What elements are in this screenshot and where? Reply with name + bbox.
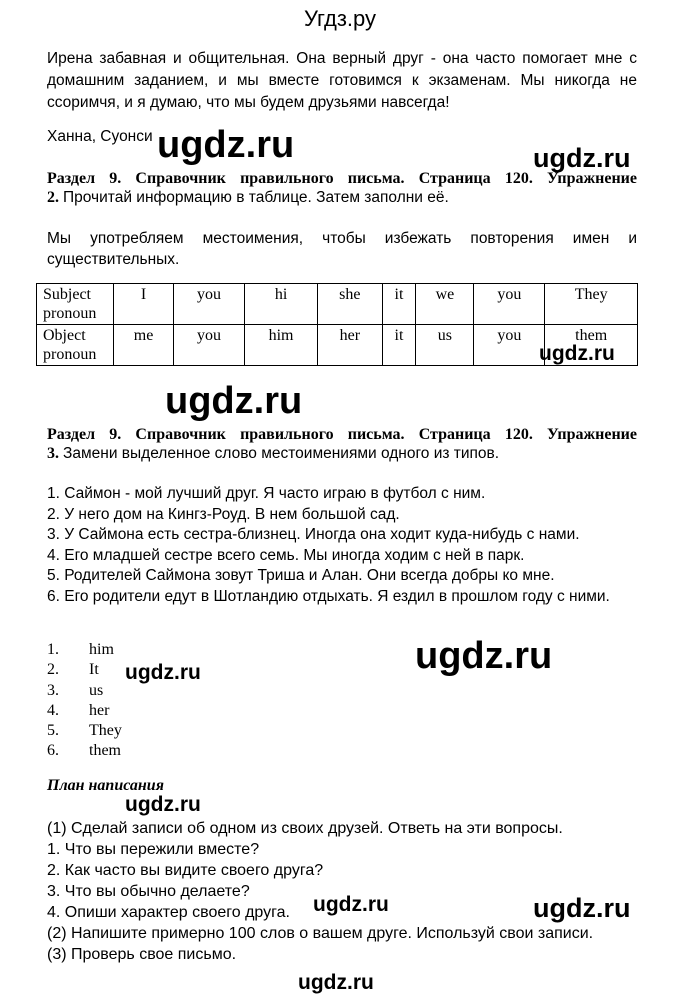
list-item: 1. Саймон - мой лучший друг. Я часто играю в футбол с ним. bbox=[47, 485, 486, 502]
answer-item bbox=[47, 741, 122, 761]
table-cell: it bbox=[382, 325, 416, 366]
answer-item bbox=[47, 721, 122, 741]
list-item: 4. Его младшей сестре всего семь. Мы иногда ходим с ней в парк. bbox=[47, 546, 525, 564]
table-row-label: Object pronoun bbox=[37, 325, 114, 366]
table-cell: him bbox=[244, 325, 317, 366]
answer-item bbox=[47, 640, 122, 660]
answer-text: us bbox=[89, 681, 104, 699]
table-cell: me bbox=[114, 325, 174, 366]
site-title: Угдз.ру bbox=[303, 6, 377, 31]
section3-heading: Раздел 9. Справочник правильного письма. Страница 120. Упражнение bbox=[47, 426, 637, 443]
section3-instruction-line bbox=[47, 445, 499, 463]
answer-item bbox=[47, 660, 122, 680]
watermark: ugdz.ru bbox=[533, 893, 631, 923]
table-cell: it bbox=[382, 284, 416, 325]
watermark: ugdz.ru bbox=[165, 380, 303, 422]
watermark: ugdz.ru bbox=[539, 342, 615, 365]
list-item: 1. Что вы пережили вместе? bbox=[47, 841, 260, 858]
answer-number: 1. bbox=[47, 641, 59, 658]
section2-heading: Раздел 9. Справочник правильного письма. Страница 120. Упражнение bbox=[47, 170, 637, 187]
sentence-list bbox=[47, 484, 641, 608]
answer-text: her bbox=[89, 701, 110, 719]
answer-list bbox=[47, 640, 122, 762]
table-cell: hi bbox=[244, 284, 317, 325]
table-cell: They bbox=[545, 284, 638, 325]
list-item: (2) Напишите примерно 100 слов о вашем друге. Используй свои записи. bbox=[47, 925, 594, 942]
section2-instruction-line bbox=[47, 189, 449, 207]
section3-instruction: Замени выделенное слово местоимениями одного из типов. bbox=[63, 445, 500, 462]
plan-title: План написания bbox=[47, 777, 164, 794]
watermark: ugdz.ru bbox=[157, 124, 295, 166]
signature: Ханна, Суонси bbox=[47, 128, 153, 145]
watermark: ugdz.ru bbox=[125, 793, 201, 816]
answer-text: them bbox=[89, 742, 121, 760]
list-item: 2. Как часто вы видите своего друга? bbox=[47, 862, 324, 879]
table-row-subject bbox=[37, 284, 638, 325]
table-cell: you bbox=[474, 284, 545, 325]
section2-note: Мы употребляем местоимения, чтобы избежать повторения имен и существительных. bbox=[47, 230, 637, 268]
list-item: 3. У Саймона есть сестра-близнец. Иногда она ходит куда-нибудь с нами. bbox=[47, 526, 580, 544]
list-item: 3. Что вы обычно делаете? bbox=[47, 883, 250, 900]
answer-number: 5. bbox=[47, 722, 59, 740]
answer-text: him bbox=[89, 641, 114, 658]
table-cell: her bbox=[318, 325, 382, 366]
answer-number: 3. bbox=[47, 681, 59, 699]
answer-number: 6. bbox=[47, 742, 59, 760]
answer-text: They bbox=[89, 722, 122, 740]
list-item: 2. У него дом на Кингз-Роуд. В нем большой сад. bbox=[47, 505, 400, 523]
table-cell: you bbox=[174, 325, 245, 366]
answer-item bbox=[47, 701, 122, 721]
plan-list bbox=[47, 818, 647, 965]
answer-item bbox=[47, 681, 122, 701]
answer-number: 2. bbox=[47, 661, 59, 679]
intro-paragraph: Ирена забавная и общительная. Она верный друг - она часто помогает мне с домашним заданием, и мы вместе готовимся к экзаменам. Мы никогда не ссоримчя, и я думаю, что мы будем друзьями навсегда! bbox=[47, 50, 637, 111]
table-cell: she bbox=[318, 284, 382, 325]
table-cell: I bbox=[114, 284, 174, 325]
table-cell: them bbox=[545, 325, 638, 366]
section3-number: 3. bbox=[47, 445, 59, 462]
list-item: 4. Опиши характер своего друга. bbox=[47, 904, 290, 921]
table-cell: you bbox=[174, 284, 245, 325]
table-cell: we bbox=[416, 284, 474, 325]
answer-text: It bbox=[89, 661, 99, 679]
table-cell: you bbox=[474, 325, 545, 366]
answer-number: 4. bbox=[47, 701, 59, 719]
list-item: (3) Проверь свое письмо. bbox=[47, 946, 237, 963]
table-cell: us bbox=[416, 325, 474, 366]
list-item: (1) Сделай записи об одном из своих друзей. Ответь на эти вопросы. bbox=[47, 820, 563, 837]
watermark: ugdz.ru bbox=[415, 635, 553, 677]
watermark: ugdz.ru bbox=[533, 143, 631, 173]
section2-instruction: Прочитай информацию в таблице. Затем заполни её. bbox=[63, 189, 449, 206]
watermark: ugdz.ru bbox=[313, 893, 389, 916]
watermark: ugdz.ru bbox=[298, 971, 374, 994]
list-item: 5. Родителей Саймона зовут Триша и Алан. Они всегда добры ко мне. bbox=[47, 567, 555, 585]
section2-number: 2. bbox=[47, 189, 59, 206]
watermark: ugdz.ru bbox=[125, 661, 201, 684]
table-row-label: Subject pronoun bbox=[37, 284, 114, 325]
list-item: 6. Его родители едут в Шотландию отдыхать. Я ездил в прошлом году с ними. bbox=[47, 587, 610, 605]
